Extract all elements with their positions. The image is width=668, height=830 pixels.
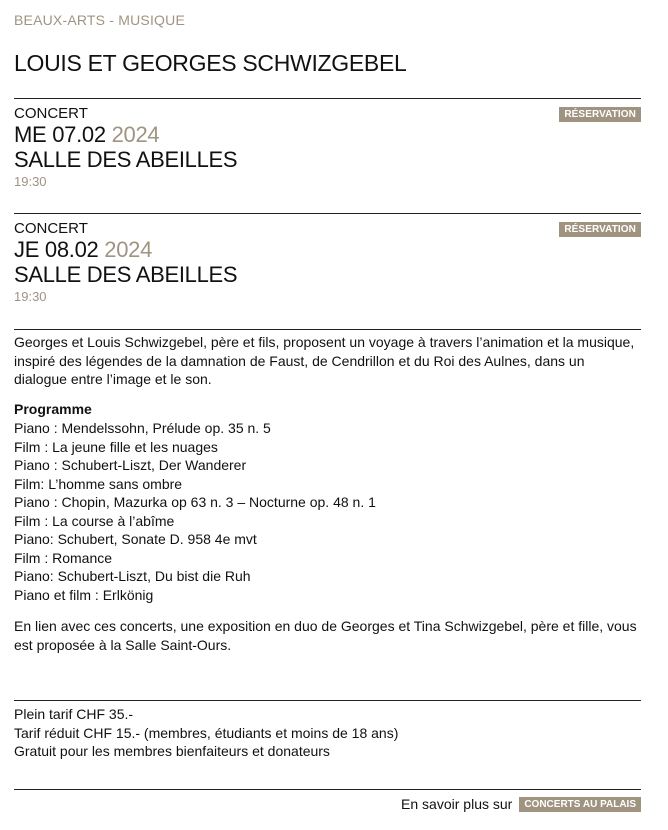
event-time: 19:30 (14, 174, 47, 189)
event-type: CONCERT (14, 105, 88, 122)
exposition-note: En lien avec ces concerts, une exposition en duo de Georges et Tina Schwizgebel, père et fille, vous est proposée à la Salle Saint-Ours. (14, 618, 637, 653)
programme-list (14, 419, 376, 604)
category-label: BEAUX-ARTS - MUSIQUE (14, 12, 185, 28)
description: Georges et Louis Schwizgebel, père et fils, proposent un voyage à travers l’animation et la musique, inspiré des légendes de la damnation de Faust, de Cendrillon et du Roi des Aulnes, dans un dialogue entre l’image et le son. (14, 334, 635, 387)
price-list (14, 705, 398, 761)
price-item: Gratuit pour les membres bienfaiteurs et donateurs (14, 743, 330, 759)
event-venue: SALLE DES ABEILLES (14, 262, 238, 287)
event-item (14, 215, 641, 315)
programme-item: Piano et film : Erlkönig (14, 586, 154, 603)
programme-item: Piano: Schubert-Liszt, Du bist die Ruh (14, 568, 251, 584)
programme-item: Film : Romance (14, 549, 113, 566)
divider (14, 329, 641, 330)
event-type: CONCERT (14, 220, 88, 237)
footer (401, 796, 641, 812)
price-item: Plein tarif CHF 35.- (14, 706, 134, 722)
divider (14, 213, 641, 214)
programme-item: Piano : Chopin, Mazurka op 63 n. 3 – Nocturne op. 48 n. 1 (14, 494, 376, 510)
programme-title: Programme (14, 401, 92, 417)
programme-item: Piano : Schubert-Liszt, Der Wanderer (14, 457, 247, 473)
event-day: JE 08.02 (14, 237, 99, 262)
concerts-au-palais-button[interactable]: CONCERTS AU PALAIS (519, 797, 641, 812)
programme-item: Piano: Schubert, Sonate D. 958 4e mvt (14, 531, 257, 547)
reservation-button[interactable]: RÉSERVATION (559, 107, 641, 122)
divider (14, 789, 641, 790)
event-time: 19:30 (14, 289, 47, 304)
event-venue: SALLE DES ABEILLES (14, 147, 238, 172)
event-year: 2024 (111, 122, 160, 147)
programme-item: Film: L’homme sans ombre (14, 475, 183, 492)
event-day: ME 07.02 (14, 122, 106, 147)
reservation-button[interactable]: RÉSERVATION (559, 222, 641, 237)
footer-text: En savoir plus sur (401, 796, 513, 812)
event-year: 2024 (104, 237, 153, 262)
event-date (14, 237, 152, 263)
programme-item: Film : La jeune fille et les nuages (14, 438, 218, 455)
programme-item: Piano : Mendelssohn, Prélude op. 35 n. 5 (14, 420, 271, 436)
price-item: Tarif réduit CHF 15.- (membres, étudiants et moins de 18 ans) (14, 724, 399, 741)
divider (14, 98, 641, 99)
page-title: LOUIS ET GEORGES SCHWIZGEBEL (14, 50, 407, 76)
event-item (14, 100, 641, 200)
divider (14, 700, 641, 701)
programme-item: Film : La course à l’abîme (14, 512, 175, 529)
event-date (14, 122, 159, 148)
